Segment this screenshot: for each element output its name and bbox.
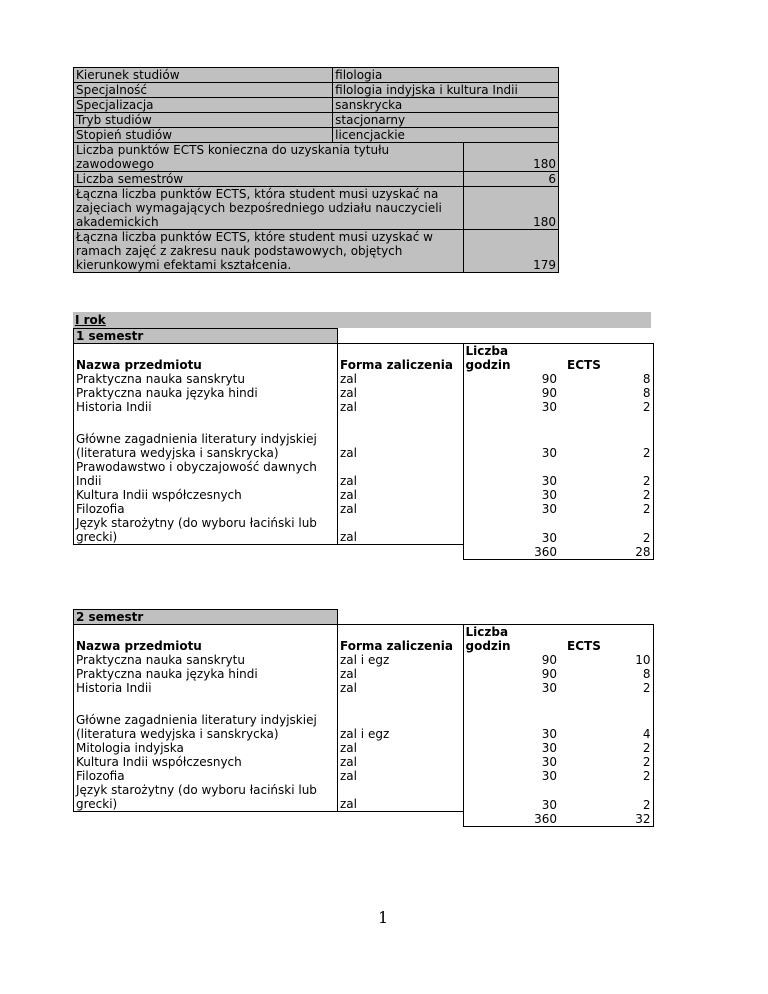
totals-row	[74, 812, 654, 827]
course-form: zal	[338, 372, 464, 386]
table-row	[74, 681, 654, 695]
col-hours-header: Liczba godzin	[463, 344, 559, 373]
course-ects: 2	[559, 516, 653, 545]
course-form: zal i egz	[338, 653, 464, 667]
course-ects: 2	[559, 741, 653, 755]
course-form: zal	[338, 400, 464, 414]
course-ects: 2	[559, 400, 653, 414]
course-hours: 30	[463, 681, 559, 695]
course-name: Język starożytny (do wyboru łaciński lub grecki)	[74, 783, 338, 812]
info-number: 179	[464, 230, 559, 273]
course-ects: 4	[559, 713, 653, 741]
course-name: Kultura Indii współczesnych	[74, 488, 338, 502]
info-label: Tryb studiów	[74, 113, 333, 128]
col-ects-header: ECTS	[559, 344, 653, 373]
year-label: I rok	[75, 313, 106, 327]
course-name: Główne zagadnienia literatury indyjskiej (literatura wedyjska i sanskrycka)	[74, 713, 338, 741]
course-form: zal	[338, 516, 464, 545]
info-numeric-row	[74, 143, 559, 172]
column-headers	[74, 344, 654, 373]
course-ects: 8	[559, 386, 653, 400]
table-row	[74, 755, 654, 769]
course-name: Prawodawstwo i obyczajowość dawnych Indii	[74, 460, 338, 488]
info-value: stacjonarny	[333, 113, 559, 128]
col-ects-header: ECTS	[559, 625, 653, 654]
course-ects: 8	[559, 667, 653, 681]
table-row	[74, 741, 654, 755]
course-ects: 2	[559, 502, 653, 516]
table-row	[74, 372, 654, 386]
course-name: Filozofia	[74, 769, 338, 783]
total-hours: 360	[463, 545, 559, 560]
total-ects: 32	[559, 812, 653, 827]
course-form: zal i egz	[338, 713, 464, 741]
course-name: Praktyczna nauka sanskrytu	[74, 653, 338, 667]
table-row	[74, 769, 654, 783]
table-row	[74, 516, 654, 545]
info-number: 180	[464, 143, 559, 172]
info-label: Liczba semestrów	[74, 172, 464, 187]
semester-title: 2 semestr	[74, 610, 338, 625]
course-ects: 2	[559, 769, 653, 783]
table-row	[74, 502, 654, 516]
info-row	[74, 113, 559, 128]
course-ects: 10	[559, 653, 653, 667]
info-label: Liczba punktów ECTS konieczna do uzyskania tytułu zawodowego	[74, 143, 464, 172]
course-ects: 2	[559, 755, 653, 769]
course-ects: 8	[559, 372, 653, 386]
course-form: zal	[338, 755, 464, 769]
col-form-header: Forma zaliczenia	[338, 344, 464, 373]
page-number: 1	[378, 908, 389, 927]
info-label: Specjalizacja	[74, 98, 333, 113]
semester-1-table	[73, 328, 654, 560]
info-row	[74, 128, 559, 143]
table-row	[74, 783, 654, 812]
course-name: Historia Indii	[74, 400, 338, 414]
totals-row	[74, 545, 654, 560]
course-ects: 2	[559, 460, 653, 488]
course-form: zal	[338, 432, 464, 460]
course-name: Kultura Indii współczesnych	[74, 755, 338, 769]
course-hours: 30	[463, 400, 559, 414]
course-name: Praktyczna nauka języka hindi	[74, 386, 338, 400]
table-row	[74, 667, 654, 681]
course-ects: 2	[559, 432, 653, 460]
course-hours: 30	[463, 488, 559, 502]
course-hours: 30	[463, 516, 559, 545]
course-ects: 2	[559, 783, 653, 812]
course-hours: 90	[463, 386, 559, 400]
info-value: licencjackie	[333, 128, 559, 143]
program-info-table	[73, 67, 559, 273]
course-hours: 30	[463, 741, 559, 755]
info-row	[74, 98, 559, 113]
course-name: Filozofia	[74, 502, 338, 516]
course-hours: 30	[463, 432, 559, 460]
total-hours: 360	[463, 812, 559, 827]
total-ects: 28	[559, 545, 653, 560]
year-heading	[73, 312, 651, 328]
table-row	[74, 713, 654, 741]
info-numeric-row	[74, 172, 559, 187]
info-label: Specjalność	[74, 83, 333, 98]
course-hours: 90	[463, 667, 559, 681]
course-form: zal	[338, 488, 464, 502]
table-row	[74, 432, 654, 460]
info-number: 6	[464, 172, 559, 187]
course-hours: 30	[463, 769, 559, 783]
course-form: zal	[338, 741, 464, 755]
course-name: Mitologia indyjska	[74, 741, 338, 755]
course-ects: 2	[559, 681, 653, 695]
col-name-header: Nazwa przedmiotu	[74, 344, 338, 373]
course-form: zal	[338, 667, 464, 681]
info-numeric-row	[74, 187, 559, 230]
course-hours: 90	[463, 372, 559, 386]
course-hours: 30	[463, 755, 559, 769]
info-value: filologia indyjska i kultura Indii	[333, 83, 559, 98]
course-form: zal	[338, 769, 464, 783]
info-value: filologia	[333, 68, 559, 83]
course-name: Język starożytny (do wyboru łaciński lub grecki)	[74, 516, 338, 545]
info-numeric-row	[74, 230, 559, 273]
course-name: Historia Indii	[74, 681, 338, 695]
col-form-header: Forma zaliczenia	[338, 625, 464, 654]
col-name-header: Nazwa przedmiotu	[74, 625, 338, 654]
course-form: zal	[338, 502, 464, 516]
info-label: Stopień studiów	[74, 128, 333, 143]
course-hours: 90	[463, 653, 559, 667]
course-name: Praktyczna nauka sanskrytu	[74, 372, 338, 386]
course-name: Praktyczna nauka języka hindi	[74, 667, 338, 681]
info-label: Kierunek studiów	[74, 68, 333, 83]
table-row	[74, 653, 654, 667]
course-form: zal	[338, 386, 464, 400]
info-label: Łączna liczba punktów ECTS, które student musi uzyskać w ramach zajęć z zakresu nauk podstawowych, objętych kierunkowymi efektami kształcenia.	[74, 230, 464, 273]
semester-2-table	[73, 609, 654, 827]
table-row	[74, 400, 654, 414]
course-form: zal	[338, 681, 464, 695]
course-form: zal	[338, 460, 464, 488]
course-ects: 2	[559, 488, 653, 502]
col-hours-header: Liczba godzin	[463, 625, 559, 654]
table-row	[74, 386, 654, 400]
info-row	[74, 83, 559, 98]
course-hours: 30	[463, 783, 559, 812]
info-value: sanskrycka	[333, 98, 559, 113]
info-label: Łączna liczba punktów ECTS, która student musi uzyskać na zajęciach wymagających bezpośredniego udziału nauczycieli akademickich	[74, 187, 464, 230]
semester-title: 1 semestr	[74, 329, 338, 344]
table-row	[74, 488, 654, 502]
course-hours: 30	[463, 460, 559, 488]
column-headers	[74, 625, 654, 654]
course-hours: 30	[463, 502, 559, 516]
info-row	[74, 68, 559, 83]
course-hours: 30	[463, 713, 559, 741]
info-number: 180	[464, 187, 559, 230]
course-form: zal	[338, 783, 464, 812]
course-name: Główne zagadnienia literatury indyjskiej (literatura wedyjska i sanskrycka)	[74, 432, 338, 460]
table-row	[74, 460, 654, 488]
